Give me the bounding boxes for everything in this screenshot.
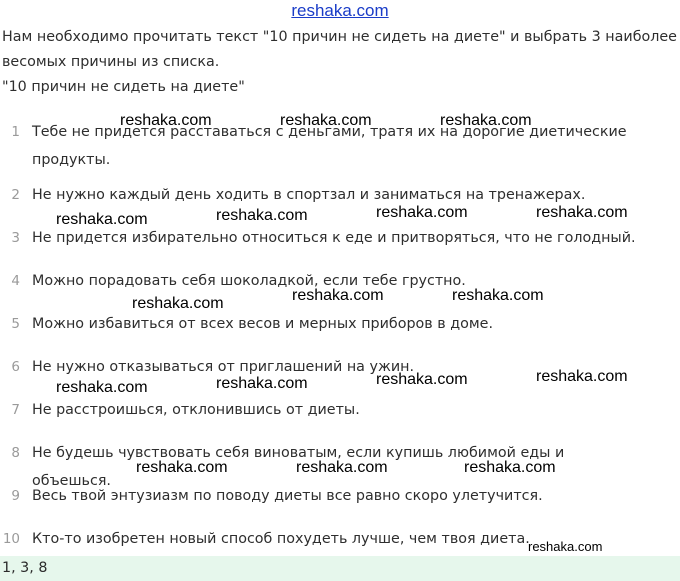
watermark: reshaka.com xyxy=(464,459,556,476)
watermark: reshaka.com xyxy=(280,112,372,129)
watermark: reshaka.com xyxy=(528,539,603,554)
reason-text: Не будешь чувствовать себя виноватым, если купишь любимой еды и объешься. xyxy=(32,445,565,489)
watermark: reshaka.com xyxy=(120,112,212,129)
watermark: reshaka.com xyxy=(376,204,468,221)
reason-text: Не расстроишься, отклонившись от диеты. xyxy=(32,402,360,418)
answer-bar xyxy=(0,556,680,581)
reason-text: Не нужно отказываться от приглашений на ужин. xyxy=(32,359,415,375)
reason-number: 8 xyxy=(11,445,20,461)
reason-text: Можно избавиться от всех весов и мерных приборов в доме. xyxy=(32,316,493,332)
reason-number: 2 xyxy=(11,187,20,203)
watermark: reshaka.com xyxy=(296,459,388,476)
watermark: reshaka.com xyxy=(216,375,308,392)
watermark: reshaka.com xyxy=(536,368,628,385)
watermark: reshaka.com xyxy=(56,379,148,396)
reason-number: 6 xyxy=(11,359,20,375)
reason-number: 5 xyxy=(11,316,20,332)
reason-text-line-1: Тебе не придется расставаться с деньгами, тратя их на дорогие диетические xyxy=(32,124,627,140)
watermark: reshaka.com xyxy=(132,295,224,312)
reason-number: 7 xyxy=(11,402,20,418)
reason-number: 9 xyxy=(11,488,20,504)
reason-text: Можно порадовать себя шоколадкой, если тебе грустно. xyxy=(32,273,466,289)
site-header-link[interactable]: reshaka.com xyxy=(291,1,389,20)
watermark: reshaka.com xyxy=(536,204,628,221)
reason-number: 4 xyxy=(11,273,20,289)
task-intro xyxy=(2,25,677,100)
reason-text: Кто-то изобретен новый способ похудеть лучше, чем твоя диета. xyxy=(32,531,530,547)
answer-text: 1, 3, 8 xyxy=(2,560,48,576)
watermark: reshaka.com xyxy=(292,287,384,304)
reason-text-line-2: продукты. xyxy=(32,152,111,168)
intro-line-3: "10 причин не сидеть на диете" xyxy=(2,79,245,95)
reason-text: Не нужно каждый день ходить в спортзал и заниматься на тренажерах. xyxy=(32,187,586,203)
intro-line-1: Нам необходимо прочитать текст "10 причин не сидеть на диете" и выбрать 3 наиболее xyxy=(2,29,677,45)
watermark: reshaka.com xyxy=(136,459,228,476)
watermark: reshaka.com xyxy=(440,112,532,129)
reason-text: Не придется избирательно относиться к еде и притворяться, что не голодный. xyxy=(32,230,636,246)
intro-line-2: весомых причины из списка. xyxy=(2,54,220,70)
reason-number: 1 xyxy=(11,124,20,140)
reason-text: Весь твой энтузиазм по поводу диеты все равно скоро улетучится. xyxy=(32,488,543,504)
reason-number: 10 xyxy=(2,531,20,547)
watermark: reshaka.com xyxy=(56,211,148,228)
reason-number: 3 xyxy=(11,230,20,246)
watermark: reshaka.com xyxy=(216,207,308,224)
watermark: reshaka.com xyxy=(452,287,544,304)
watermark: reshaka.com xyxy=(376,371,468,388)
